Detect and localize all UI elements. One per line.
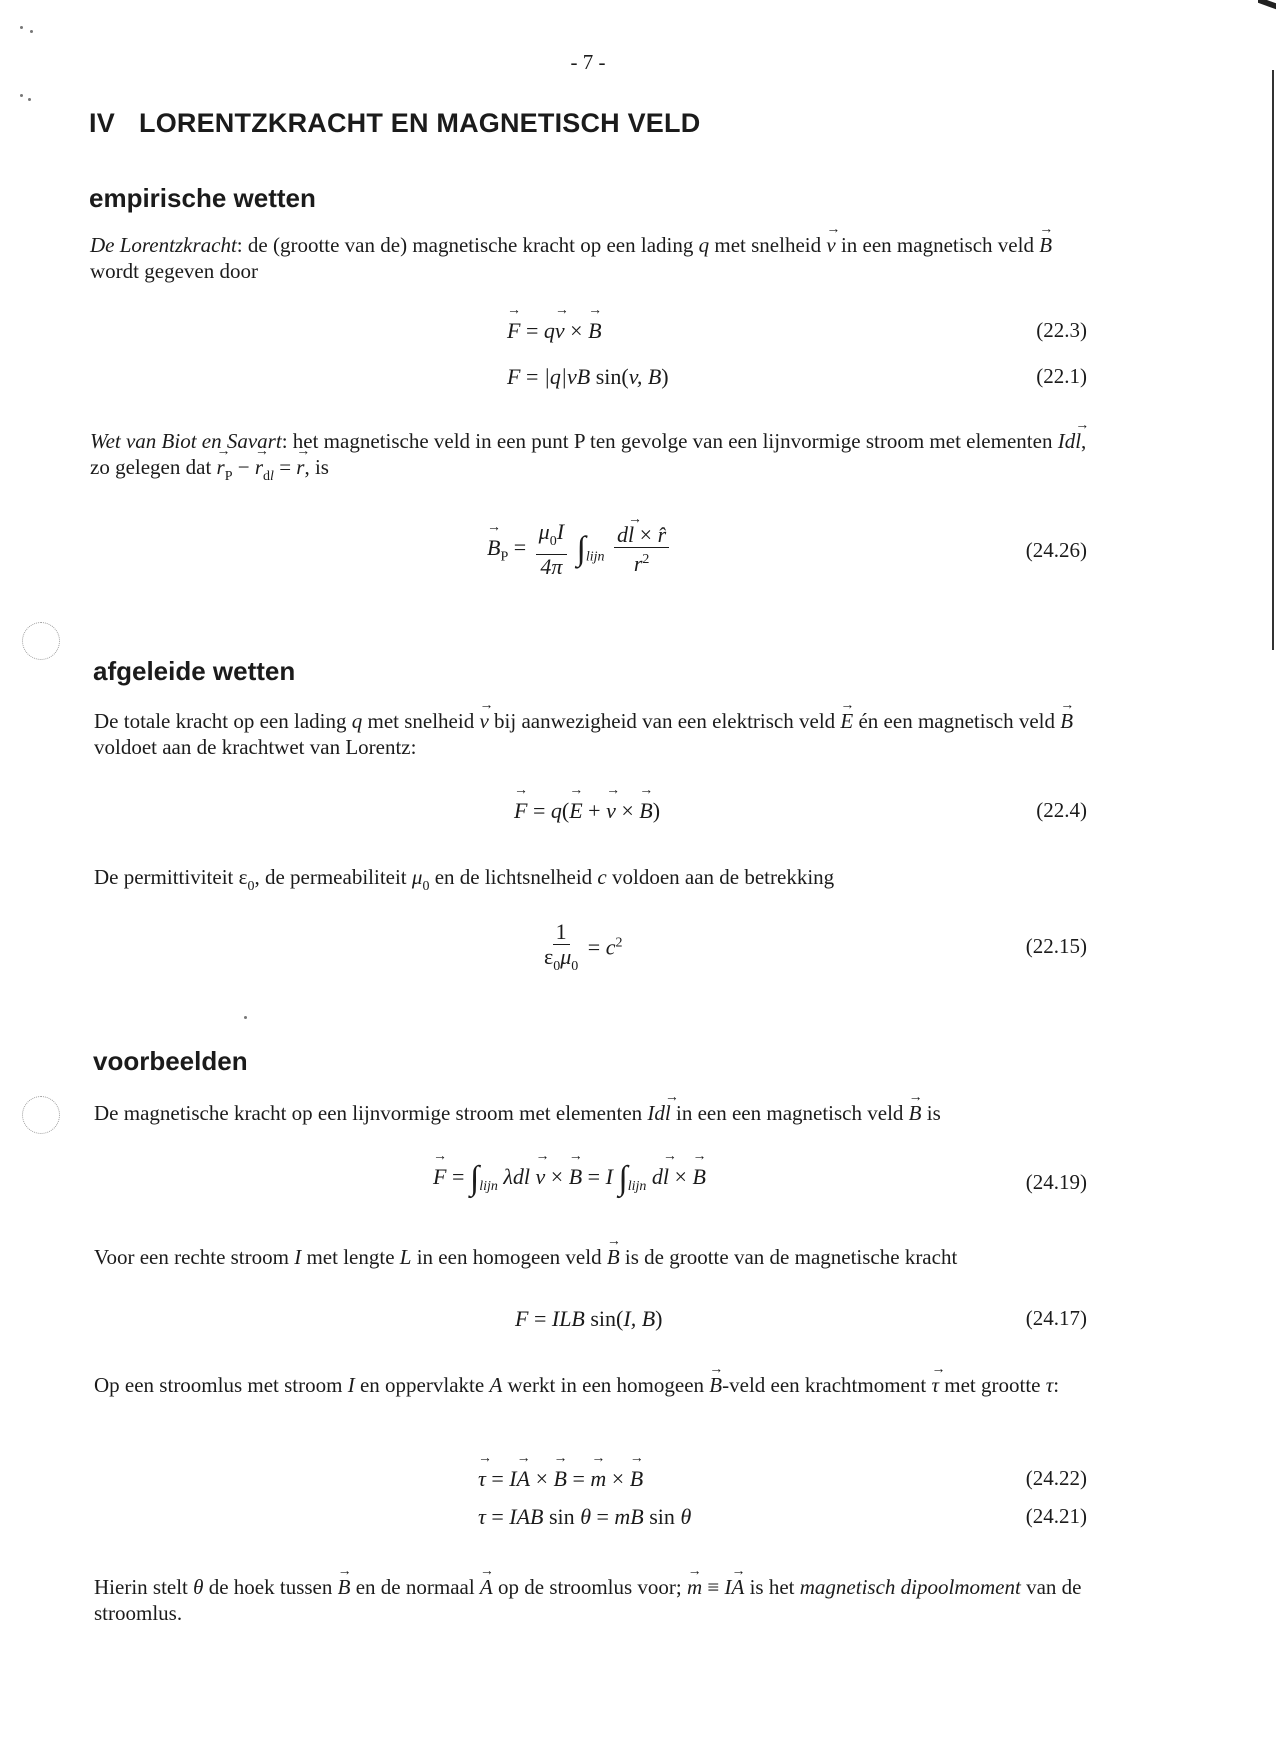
scan-corner-mark [1258, 0, 1276, 9]
paragraph-straight-current: Voor een rechte stroom I met lengte L in een homogeen veld → B is de grootte van de magnetische kracht [94, 1244, 1104, 1270]
equation-number: (24.22) [1025, 1466, 1087, 1490]
equation-24-19: → $F = \int_{lijn}$ λdl → v × → B = I $\int_{lijn}$ d→ l × → B (24.19) [0, 1160, 1276, 1210]
page-number: - 7 - [570, 50, 606, 74]
chapter-title-text: LORENTZKRACHT EN MAGNETISCH VELD [139, 108, 701, 138]
chapter-title [89, 108, 700, 139]
equation-24-22: → τ = I→ A × → B = → m × → B (24.22) [0, 1466, 1276, 1506]
scan-speck [28, 98, 31, 101]
equation-22-3: → F = q→ v × → B (22.3) [0, 318, 1276, 358]
equation-24-26: → $B_P$ = $\frac{\mu_0I}{4\pi}$ $\int_{lijn}$ $\frac{d\to l \times r̂}{r^2}$ (24.26) [0, 520, 1276, 580]
paragraph-permittivity: De permittiviteit $\varepsilon_0$, de permeabiliteit $\mu_0$ en de lichtsnelheid c voldoen aan de betrekking [94, 865, 835, 894]
equation-22-4: → F = q(→ E + → v × → B) (22.4) [0, 798, 1276, 838]
equation-number: (22.1) [1036, 364, 1087, 388]
scan-speck [20, 94, 23, 97]
paragraph-biot-savart: Wet van Biot en Savart: het magnetische veld in een punt P ten gevolge van een lijnvormige stroom met elementen Id→ l, zo gelegen dat → $r_P$ − → $r_{dl}$ = → r, is [90, 428, 1100, 490]
paragraph-dipole-moment: Hierin stelt θ de hoek tussen → B en de normaal → A op de stroomlus voor; → m ≡ I→ A is het magnetisch dipoolmoment van de stroomlus. [94, 1574, 1104, 1626]
paragraph-lorentz-law: De totale kracht op een lading q met snelheid → v bij aanwezigheid van een elektrisch veld → E én een magnetisch veld → B voldoet aan de krachtwet van Lorentz: [94, 708, 1104, 760]
equation-number: (22.15) [1025, 934, 1087, 958]
equation-24-21: τ = IAB sin θ = mB sin θ (24.21) [478, 1504, 1087, 1529]
equation-number: (22.3) [1036, 318, 1087, 342]
equation-number: (24.19) [1025, 1170, 1087, 1194]
scan-edge-line [1272, 70, 1274, 650]
equation-22-1: F = |q|vB sin(v, B) (22.1) [507, 364, 1087, 389]
chapter-numeral: IV [89, 108, 115, 138]
section-heading-examples: voorbeelden [93, 1046, 248, 1076]
paragraph-force-on-wire: De magnetische kracht op een lijnvormige stroom met elementen Id→ l in een een magnetisch veld → B is [94, 1100, 1104, 1126]
punch-hole-mark [22, 1096, 60, 1134]
equation-number: (24.26) [1025, 538, 1087, 562]
scan-speck [244, 1016, 247, 1019]
scan-speck [30, 30, 33, 33]
equation-24-17: F = ILB sin(I, B) (24.17) [515, 1306, 1087, 1331]
equation-number: (22.4) [1036, 798, 1087, 822]
paragraph-lorentz-force: De Lorentzkracht: de (grootte van de) magnetische kracht op een lading q met snelheid → v in een magnetisch veld → B wordt gegeven door [90, 232, 1100, 284]
equation-number: (24.21) [1025, 1504, 1087, 1528]
equation-22-15: $\frac{1}{\varepsilon_0\mu_0}$ = $c^2$ (22.15) [544, 919, 1087, 974]
section-heading-derived: afgeleide wetten [93, 656, 296, 686]
punch-hole-mark [22, 622, 60, 660]
section-heading-empirical: empirische wetten [89, 183, 316, 213]
equation-number: (24.17) [1025, 1306, 1087, 1330]
paragraph-torque: Op een stroomlus met stroom I en oppervlakte A werkt in een homogeen → B-veld een krachtmoment → τ met grootte τ: [94, 1372, 1104, 1398]
scan-speck [20, 26, 23, 29]
